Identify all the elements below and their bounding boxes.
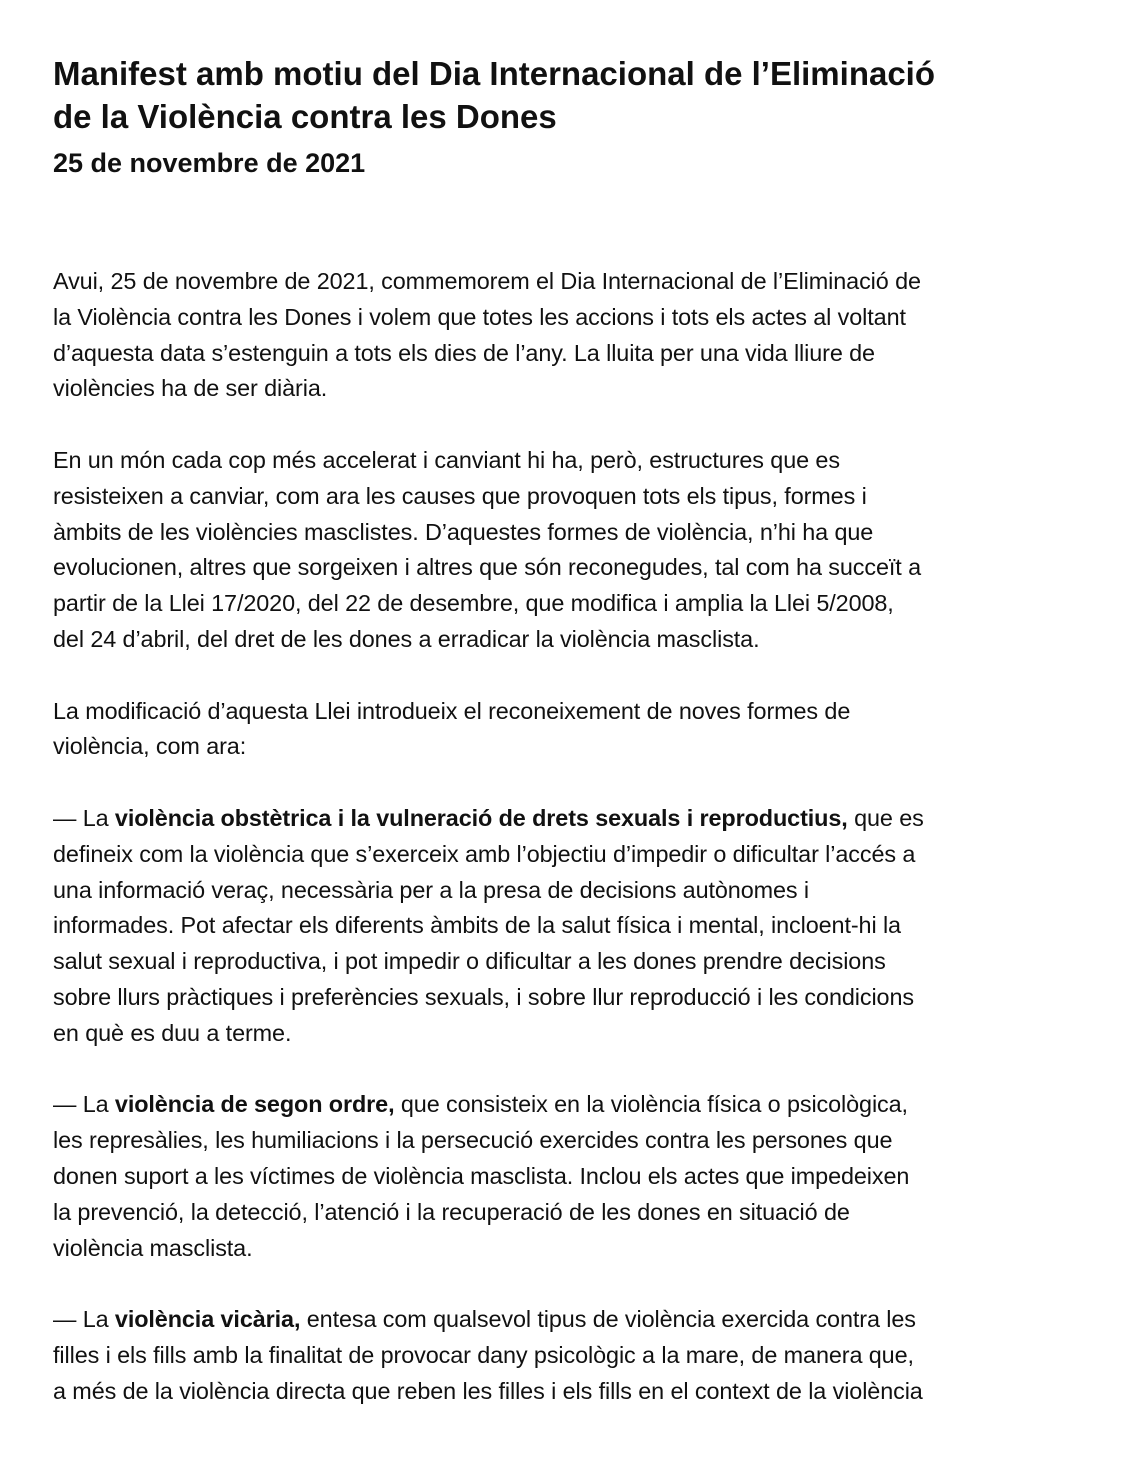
paragraph-2 bbox=[53, 443, 1083, 658]
text-line: la prevenció, la detecció, l’atenció i la recuperació de les dones en situació de bbox=[53, 1198, 850, 1225]
text-line: una informació veraç, necessària per a la presa de decisions autònomes i bbox=[53, 876, 810, 903]
text-line: salut sexual i reproductiva, i pot impedir o dificultar a les dones prendre decisions bbox=[53, 948, 886, 975]
list-item-term: violència de segon ordre, bbox=[114, 1091, 395, 1118]
text-line: violència masclista. bbox=[53, 1234, 253, 1261]
title-line-2: de la Violència contra les Dones bbox=[53, 98, 557, 135]
text-line: La modificació d’aquesta Llei introdueix el reconeixement de noves formes de bbox=[53, 697, 851, 724]
paragraph-3 bbox=[53, 694, 1083, 766]
document-header bbox=[53, 52, 1083, 180]
text-line: evolucionen, altres que sorgeixen i altres que són reconegudes, tal com ha succeït a bbox=[53, 554, 921, 581]
text-line: filles i els fills amb la finalitat de provocar dany psicològic a la mare, de manera que, bbox=[53, 1341, 914, 1368]
list-item-second-order-violence bbox=[53, 1087, 1083, 1266]
text-line: les represàlies, les humiliacions i la persecució exercides contra les persones que bbox=[53, 1127, 893, 1154]
text-line: informades. Pot afectar els diferents àmbits de la salut física i mental, incloent-hi la bbox=[53, 912, 901, 939]
text-line: resisteixen a canviar, com ara les causes que provoquen tots els tipus, formes i bbox=[53, 482, 867, 509]
list-item-first-line bbox=[53, 1087, 1083, 1123]
list-item-first-line bbox=[53, 1302, 1083, 1338]
text-line: partir de la Llei 17/2020, del 22 de desembre, que modifica i amplia la Llei 5/2008, bbox=[53, 590, 894, 617]
text-line: la Violència contra les Dones i volem que totes les accions i tots els actes al voltant bbox=[53, 303, 906, 330]
text-line: d’aquesta data s’estenguin a tots els dies de l’any. La lluita per una vida lliure de bbox=[53, 339, 875, 366]
text-line: En un món cada cop més accelerat i canviant hi ha, però, estructures que es bbox=[53, 446, 840, 473]
text-line: del 24 d’abril, del dret de les dones a erradicar la violència masclista. bbox=[53, 625, 760, 652]
document-date: 25 de novembre de 2021 bbox=[53, 148, 366, 178]
text-line: violències ha de ser diària. bbox=[53, 375, 328, 402]
list-item-prefix: — La bbox=[53, 1091, 115, 1118]
list-item-suffix: que consisteix en la violència física o psicològica, bbox=[394, 1091, 908, 1118]
document-title bbox=[53, 52, 1083, 138]
text-line: defineix com la violència que s’exerceix amb l’objectiu d’impedir o dificultar l’accés a bbox=[53, 840, 916, 867]
list-item-suffix: entesa com qualsevol tipus de violència exercida contra les bbox=[300, 1306, 916, 1333]
list-item-suffix: que es bbox=[847, 804, 924, 831]
paragraph-1 bbox=[53, 264, 1083, 407]
text-line: a més de la violència directa que reben les filles i els fills en el context de la violència bbox=[53, 1377, 923, 1404]
text-line: sobre llurs pràctiques i preferències sexuals, i sobre llur reproducció i les condicions bbox=[53, 983, 914, 1010]
title-line-1: Manifest amb motiu del Dia Internacional de l’Eliminació bbox=[53, 55, 936, 92]
list-item-prefix: — La bbox=[53, 1306, 115, 1333]
text-line: donen suport a les víctimes de violència masclista. Inclou els actes que impedeixen bbox=[53, 1162, 910, 1189]
text-line: en què es duu a terme. bbox=[53, 1019, 292, 1046]
list-item-prefix: — La bbox=[53, 804, 115, 831]
list-item-term: violència obstètrica i la vulneració de drets sexuals i reproductius, bbox=[114, 804, 848, 831]
list-item-vicarious-violence bbox=[53, 1302, 1083, 1409]
list-item-obstetric-violence bbox=[53, 801, 1083, 1052]
document-body bbox=[53, 264, 1083, 1445]
text-line: àmbits de les violències masclistes. D’aquestes formes de violència, n’hi ha que bbox=[53, 518, 874, 545]
list-item-term: violència vicària, bbox=[114, 1306, 301, 1333]
text-line: violència, com ara: bbox=[53, 733, 247, 760]
text-line: Avui, 25 de novembre de 2021, commemorem el Dia Internacional de l’Eliminació de bbox=[53, 268, 921, 294]
list-item-first-line bbox=[53, 801, 1083, 837]
